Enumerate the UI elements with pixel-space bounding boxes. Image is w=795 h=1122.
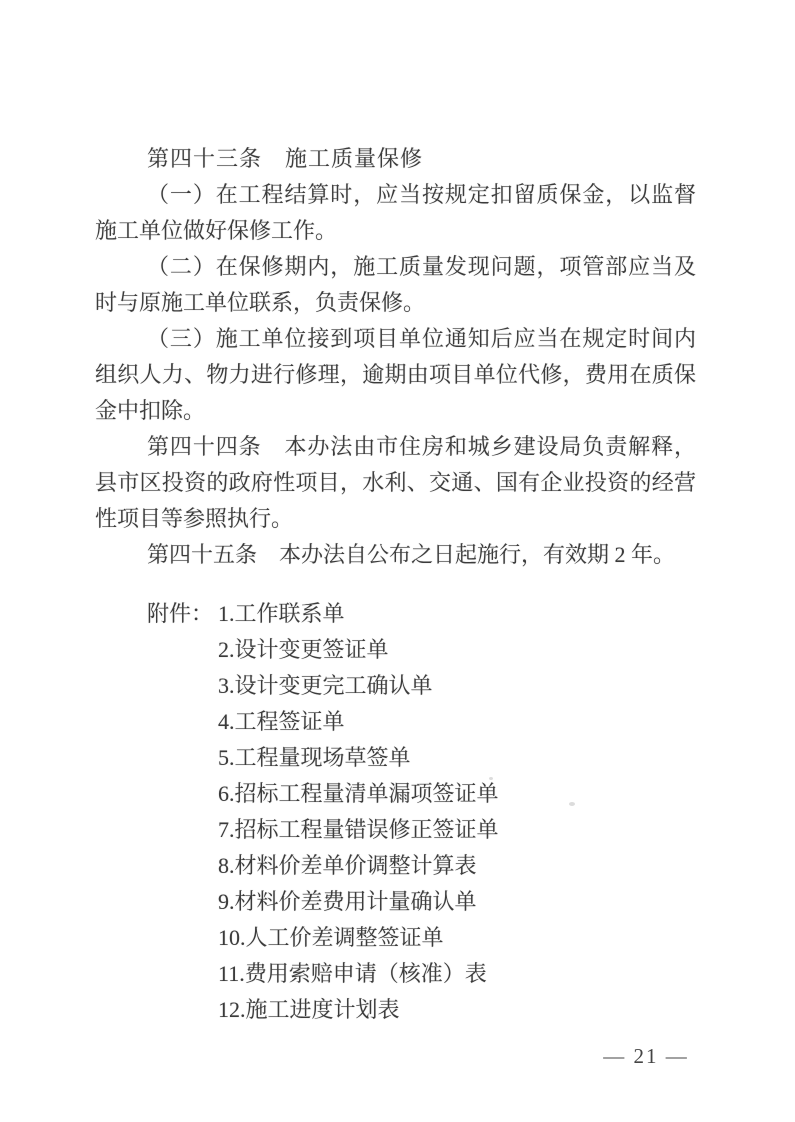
- scan-artifact: [569, 802, 575, 806]
- attachment-item-5: 5.工程量现场草签单: [218, 745, 411, 770]
- attachment-item-8: 8.材料价差单价调整计算表: [218, 853, 477, 878]
- attachment-item-2: 2.设计变更签证单: [218, 637, 389, 662]
- attachments-section: [95, 596, 696, 1028]
- article-43-heading: 第四十三条 施工质量保修: [147, 146, 424, 171]
- article-45: 第四十五条 本办法自公布之日起施行，有效期 2 年。: [147, 542, 676, 567]
- attachment-item-6: 6.招标工程量清单漏项签证单: [218, 781, 499, 806]
- attachment-item-4: 4.工程签证单: [218, 709, 345, 734]
- attachment-item-12: 12.施工进度计划表: [218, 997, 400, 1022]
- clause-2: （二）在保修期内，施工质量发现问题，项管部应当及时与原施工单位联系，负责保修。: [95, 254, 696, 315]
- attachment-item-9: 9.材料价差费用计量确认单: [218, 889, 477, 914]
- document-body: [95, 141, 696, 1028]
- attachment-item-10: 10.人工价差调整签证单: [218, 925, 444, 950]
- article-44: 第四十四条 本办法由市住房和城乡建设局负责解释，县市区投资的政府性项目，水利、交通、国有企业投资的经营性项目等参照执行。: [95, 434, 696, 531]
- clause-3: （三）施工单位接到项目单位通知后应当在规定时间内组织人力、物力进行修理，逾期由项目单位代修，费用在质保金中扣除。: [95, 326, 696, 423]
- attachment-item-1: 1.工作联系单: [218, 601, 345, 626]
- page-number: — 21 —: [603, 1044, 689, 1068]
- scan-artifact: [489, 777, 493, 780]
- attachment-item-3: 3.设计变更完工确认单: [218, 673, 433, 698]
- attachments-label: 附件：: [147, 601, 214, 626]
- attachments-list: [218, 596, 696, 1028]
- clause-1: （一）在工程结算时，应当按规定扣留质保金，以监督施工单位做好保修工作。: [95, 182, 696, 243]
- attachment-item-7: 7.招标工程量错误修正签证单: [218, 817, 499, 842]
- attachment-item-11: 11.费用索赔申请（核准）表: [218, 961, 487, 986]
